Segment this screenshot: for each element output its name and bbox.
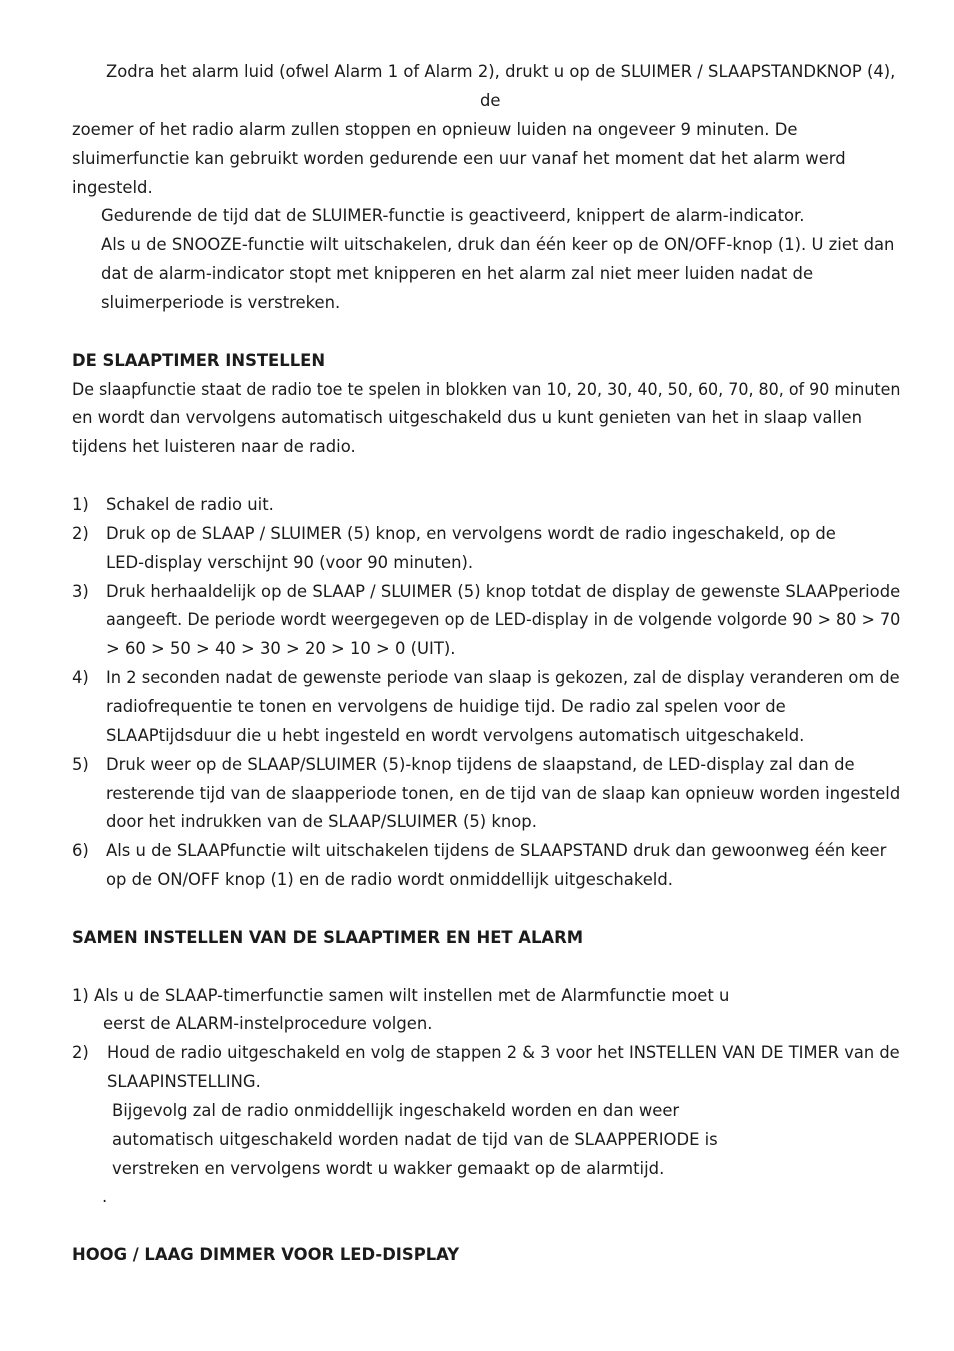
sleep-timer-paragraph-line-3: tijdens het luisteren naar de radio. [72,437,356,456]
intro-line-3: zoemer of het radio alarm zullen stoppen en opnieuw luiden na ongeveer 9 minuten. De [72,120,798,139]
list-item-text: LED-display verschijnt 90 (voor 90 minuten). [106,553,474,572]
combined-item-1-line-2: eerst de ALARM-instelprocedure volgen. [103,1014,433,1033]
list-item-number: 5) [72,755,89,774]
list-item-number: 4) [72,668,89,687]
sleep-timer-paragraph-line-1: De slaapfunctie staat de radio toe te spelen in blokken van 10, 20, 30, 40, 50, 60, 70, 80, of 90 minuten [72,380,901,399]
combined-item-1-line-1: 1) Als u de SLAAP-timerfunctie samen wilt instellen met de Alarmfunctie moet u [72,986,730,1005]
intro-line-6: Gedurende de tijd dat de SLUIMER-functie is geactiveerd, knippert de alarm-indicator. [101,206,805,225]
list-item-number: 3) [72,582,89,601]
intro-line-8: dat de alarm-indicator stopt met knipperen en het alarm zal niet meer luiden nadat de [101,264,814,283]
intro-line-2: de [480,91,501,110]
list-item-text: Druk herhaaldelijk op de SLAAP / SLUIMER (5) knop totdat de display de gewenste SLAAPperiode [106,582,901,601]
list-item-text: aangeeft. De periode wordt weergegeven op de LED-display in de volgende volgorde 90 > 80 > 70 [106,610,901,629]
intro-line-9: sluimerperiode is verstreken. [101,293,341,312]
list-item-text: SLAAPtijdsduur die u hebt ingesteld en wordt vervolgens automatisch uitgeschakeld. [106,726,805,745]
list-item-text: op de ON/OFF knop (1) en de radio wordt onmiddellijk uitgeschakeld. [106,870,673,889]
sleep-timer-paragraph-line-2: en wordt dan vervolgens automatisch uitgeschakeld dus u kunt genieten van het in slaap vallen [72,408,862,427]
list-item-number: 2) [72,524,89,543]
combined-item-2-line-2: SLAAPINSTELLING. [107,1072,261,1091]
list-item-text: radiofrequentie te tonen en vervolgens de huidige tijd. De radio zal spelen voor de [106,697,786,716]
list-item-number: 6) [72,841,89,860]
combined-item-2-line-4: automatisch uitgeschakeld worden nadat de tijd van de SLAAPPERIODE is [112,1130,718,1149]
stray-dot: . [102,1187,108,1206]
list-item-text: Druk op de SLAAP / SLUIMER (5) knop, en vervolgens wordt de radio ingeschakeld, op de [106,524,836,543]
intro-line-1: Zodra het alarm luid (ofwel Alarm 1 of Alarm 2), drukt u op de SLUIMER / SLAAPSTANDKNOP (4), [106,62,896,81]
list-item-number: 1) [72,495,89,514]
section-heading-sleep-timer: DE SLAAPTIMER INSTELLEN [72,351,326,370]
list-item-text: Druk weer op de SLAAP/SLUIMER (5)-knop tijdens de slaapstand, de LED-display zal dan de [106,755,855,774]
combined-item-2-line-5: verstreken en vervolgens wordt u wakker gemaakt op de alarmtijd. [112,1159,665,1178]
list-item-text: Als u de SLAAPfunctie wilt uitschakelen tijdens de SLAAPSTAND druk dan gewoonweg één keer [106,841,887,860]
list-item-text: > 60 > 50 > 40 > 30 > 20 > 10 > 0 (UIT). [106,639,456,658]
list-item-text: door het indrukken van de SLAAP/SLUIMER (5) knop. [106,812,537,831]
combined-item-2-line-1: Houd de radio uitgeschakeld en volg de stappen 2 & 3 voor het INSTELLEN VAN DE TIMER van de [107,1043,900,1062]
intro-line-5: ingesteld. [72,178,153,197]
section-heading-combined: SAMEN INSTELLEN VAN DE SLAAPTIMER EN HET ALARM [72,928,584,947]
combined-item-2-line-3: Bijgevolg zal de radio onmiddellijk ingeschakeld worden en dan weer [112,1101,680,1120]
intro-line-4: sluimerfunctie kan gebruikt worden gedurende een uur vanaf het moment dat het alarm werd [72,149,846,168]
list-item-text: Schakel de radio uit. [106,495,274,514]
intro-line-7: Als u de SNOOZE-functie wilt uitschakelen, druk dan één keer op de ON/OFF-knop (1). U ziet dan [101,235,895,254]
section-heading-dimmer: HOOG / LAAG DIMMER VOOR LED-DISPLAY [72,1245,460,1264]
list-item-text: In 2 seconden nadat de gewenste periode van slaap is gekozen, zal de display veranderen om de [106,668,900,687]
list-item-text: resterende tijd van de slaapperiode tonen, en de tijd van de slaap kan opnieuw worden ingesteld [106,784,901,803]
list-item-number: 2) [72,1043,89,1062]
